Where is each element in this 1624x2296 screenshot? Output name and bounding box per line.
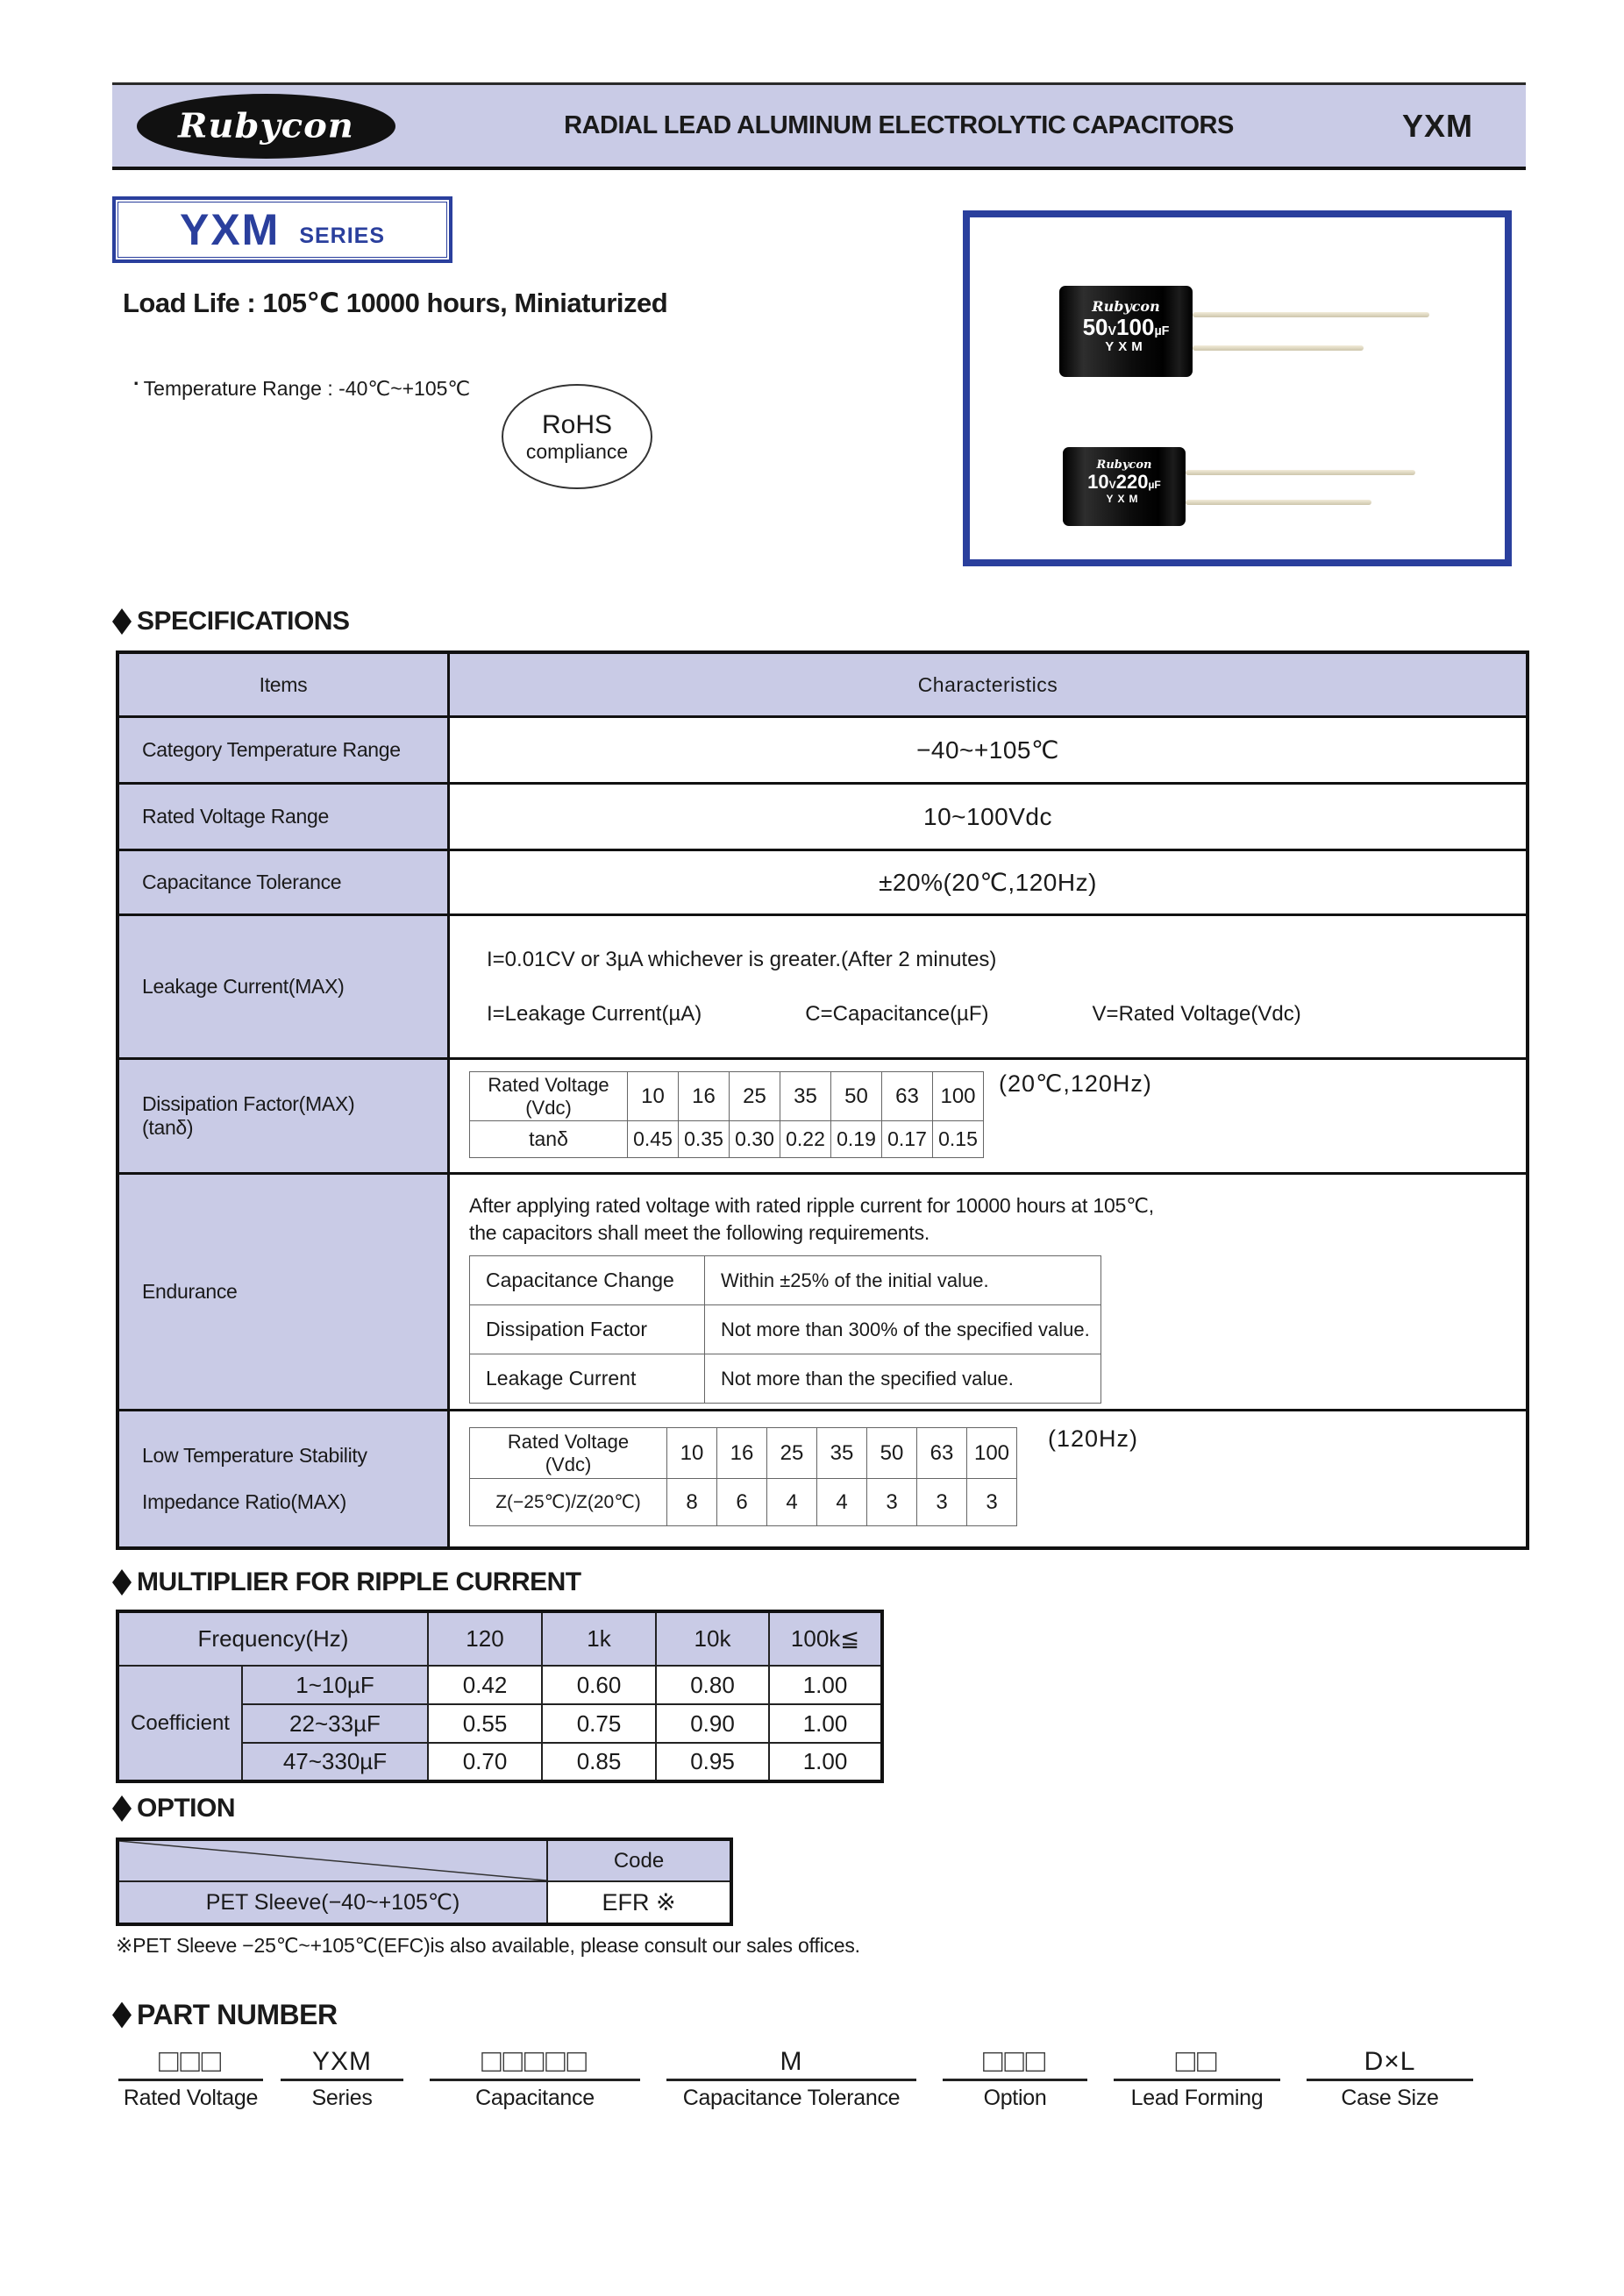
row-label: Capacitance Tolerance [119,851,450,913]
rohs-compliance-label: compliance [525,440,629,464]
tan-delta-value: 0.17 [882,1121,933,1158]
coefficient-value: 0.70 [428,1743,542,1781]
pn-label: Series [311,2086,373,2110]
coefficient-value: 1.00 [769,1666,882,1704]
cap-voltage: 50 [1082,314,1108,340]
capacitor-series: YXM [1105,339,1147,354]
spec-row-category-temp [119,715,1526,782]
leakage-formula: I=0.01CV or 3µA whichever is greater.(After 2 minutes) [487,948,997,971]
dissipation-table-header [470,1072,628,1121]
rohs-badge [502,384,652,489]
voltage-col: 35 [817,1428,867,1479]
voltage-col: 16 [717,1428,767,1479]
cap-range: 22~33µF [242,1704,428,1743]
impedance-ratio-value: 8 [667,1479,717,1526]
leakage-def-v: V=Rated Voltage(Vdc) [1092,1002,1301,1026]
dissipation-label-2: (tanδ) [142,1116,194,1139]
low-temp-table-header [470,1428,667,1479]
voltage-col: 10 [628,1072,679,1121]
voltage-col: 35 [780,1072,831,1121]
row-label [119,1060,450,1172]
diamond-icon [112,608,132,635]
hdr-line1: Rated Voltage [488,1074,609,1097]
row-label: Endurance [119,1175,450,1409]
cap-capacitance: 100 [1116,314,1155,340]
impedance-ratio-value: 3 [967,1479,1017,1526]
pn-label: Case Size [1341,2086,1439,2110]
low-temp-table [469,1427,1017,1526]
voltage-col: 50 [867,1428,917,1479]
dissipation-table [469,1071,984,1158]
dissipation-label-1: Dissipation Factor(MAX) [142,1092,355,1115]
diamond-icon [112,2002,132,2029]
option-diagonal-cell [118,1839,547,1881]
impedance-ratio-value: 4 [767,1479,817,1526]
tan-delta-value: 0.35 [679,1121,730,1158]
col-header-characteristics: Characteristics [450,654,1526,715]
hdr-line2: (Vdc) [545,1453,592,1475]
pn-label: Rated Voltage [123,2086,259,2110]
tan-delta-label: tanδ [470,1121,628,1158]
multiplier-heading [112,1567,581,1597]
part-number-heading-text: PART NUMBER [137,1999,338,2030]
voltage-col: 63 [917,1428,967,1479]
rohs-label: RoHS [541,409,613,439]
coefficient-value: 1.00 [769,1743,882,1781]
voltage-col: 10 [667,1428,717,1479]
low-temp-label-2: Impedance Ratio(MAX) [142,1490,347,1513]
coefficient-value: 0.85 [542,1743,656,1781]
low-temp-condition: (120Hz) [1048,1425,1139,1452]
endurance-item: Leakage Current [470,1354,705,1404]
spec-row-endurance [119,1172,1526,1409]
specifications-heading-text: SPECIFICATIONS [137,607,350,636]
row-label: Leakage Current(MAX) [119,916,450,1057]
capacitor-lead [1193,312,1429,317]
frequency-col: 1k [542,1611,656,1666]
cap-capacitance-unit: µF [1148,479,1161,491]
tan-delta-value: 0.15 [933,1121,984,1158]
col-header-items: Items [119,654,450,715]
coefficient-value: 0.55 [428,1704,542,1743]
capacitor-lead [1186,470,1415,475]
voltage-col: 16 [679,1072,730,1121]
row-value: 10~100Vdc [450,785,1526,849]
dissipation-condition: (20℃,120Hz) [999,1070,1152,1097]
cap-capacitance: 220 [1115,471,1149,493]
pn-group-capacitance [430,2044,640,2111]
multiplier-heading-text: MULTIPLIER FOR RIPPLE CURRENT [137,1567,581,1596]
part-number-heading [112,1999,338,2031]
cap-range: 1~10µF [242,1666,428,1704]
page-title: RADIAL LEAD ALUMINUM ELECTROLYTIC CAPACITORS [564,111,1234,139]
option-row-code: EFR ※ [547,1881,731,1924]
specifications-table [116,650,1529,1550]
coefficient-label: Coefficient [118,1666,242,1781]
leakage-definitions [487,1002,1301,1027]
product-photo [963,210,1512,566]
pn-group-case-size [1307,2044,1473,2111]
voltage-col: 25 [730,1072,780,1121]
voltage-col: 63 [882,1072,933,1121]
coefficient-value: 1.00 [769,1704,882,1743]
row-value [450,1175,1526,1409]
capacitor-lead [1186,500,1371,505]
low-temp-label-1: Low Temperature Stability [142,1444,367,1467]
cap-range: 47~330µF [242,1743,428,1781]
tan-delta-value: 0.30 [730,1121,780,1158]
row-value [450,1060,1526,1172]
endurance-item: Dissipation Factor [470,1305,705,1354]
pn-label: Option [983,2086,1047,2110]
cap-voltage-unit: V [1108,479,1116,491]
impedance-ratio-value: 6 [717,1479,767,1526]
pn-group-rated-voltage [118,2044,263,2111]
voltage-col: 25 [767,1428,817,1479]
row-label: Rated Voltage Range [119,785,450,849]
impedance-ratio-label: Z(−25℃)/Z(20℃) [470,1479,667,1526]
voltage-col: 50 [831,1072,882,1121]
spec-row-low-temp [119,1409,1526,1546]
frequency-col: 100k≦ [769,1611,882,1666]
capacitor-series: YXM [1106,493,1143,505]
impedance-ratio-value: 3 [867,1479,917,1526]
endurance-intro-1: After applying rated voltage with rated ripple current for 10000 hours at 105℃, [469,1194,1154,1217]
spec-row-dissipation [119,1057,1526,1172]
tan-delta-value: 0.45 [628,1121,679,1158]
impedance-ratio-value: 3 [917,1479,967,1526]
endurance-table [469,1255,1101,1404]
tan-delta-value: 0.22 [780,1121,831,1158]
coefficient-value: 0.75 [542,1704,656,1743]
pn-value: □□□ [118,2044,263,2081]
pn-group-series [281,2044,403,2111]
pn-value: M [666,2044,916,2081]
row-label: Category Temperature Range [119,718,450,782]
capacitor-large [1059,286,1193,377]
diamond-icon [112,1795,132,1822]
pn-value: □□□□□ [430,2044,640,2081]
leakage-def-i: I=Leakage Current(µA) [487,1002,702,1026]
coefficient-value: 0.60 [542,1666,656,1704]
coefficient-value: 0.95 [656,1743,769,1781]
cap-voltage-unit: V [1108,324,1117,338]
row-value [450,1411,1526,1546]
capacitor-small [1063,447,1186,526]
coefficient-value: 0.90 [656,1704,769,1743]
frequency-header: Frequency(Hz) [118,1611,428,1666]
endurance-intro-2: the capacitors shall meet the following requirements. [469,1221,930,1245]
capacitor-brand: Rubycon [1092,298,1160,315]
capacitor-lead [1193,345,1364,351]
voltage-col: 100 [967,1428,1017,1479]
logo-text: Rubycon [178,106,354,146]
spec-row-rated-voltage [119,782,1526,849]
endurance-requirement: Within ±25% of the initial value. [705,1256,1101,1305]
endurance-item: Capacitance Change [470,1256,705,1305]
row-label [119,1411,450,1546]
option-table [116,1838,733,1926]
pn-value: YXM [281,2044,403,2081]
pn-value: D×L [1307,2044,1473,2081]
pn-label: Lead Forming [1130,2086,1264,2110]
endurance-requirement: Not more than the specified value. [705,1354,1101,1404]
coefficient-value: 0.42 [428,1666,542,1704]
series-code-header: YXM [1401,107,1473,144]
diamond-icon [112,1569,132,1596]
pn-value: □□ [1114,2044,1280,2081]
capacitor-rating [1083,316,1170,338]
spec-header-row [119,654,1526,715]
temperature-range-note: · Temperature Range : -40℃~+105℃ [133,377,470,401]
rubycon-logo [137,94,395,159]
row-value: −40~+105℃ [450,718,1526,782]
row-value [450,916,1526,1057]
frequency-col: 120 [428,1611,542,1666]
specifications-heading [112,607,349,636]
option-heading [112,1794,235,1823]
series-banner [112,196,452,263]
cap-voltage: 10 [1087,471,1109,493]
series-suffix: SERIES [299,223,386,248]
pn-value: □□□ [943,2044,1087,2081]
voltage-col: 100 [933,1072,984,1121]
diagonal-line [119,1841,546,1880]
pn-group-lead-forming [1114,2044,1280,2111]
load-life-statement: Load Life : 105℃ 10000 hours, Miniaturized [123,288,668,318]
pn-label: Capacitance [475,2086,595,2110]
hdr-line2: (Vdc) [525,1096,572,1119]
option-row-label: PET Sleeve(−40~+105℃) [118,1881,547,1924]
tan-delta-value: 0.19 [831,1121,882,1158]
pn-group-option [943,2044,1087,2111]
hdr-line1: Rated Voltage [507,1431,630,1454]
coefficient-value: 0.80 [656,1666,769,1704]
capacitor-rating [1087,473,1161,492]
series-name: YXM [179,205,281,254]
multiplier-table [116,1610,884,1783]
header-band [112,82,1526,170]
spec-row-cap-tolerance [119,849,1526,913]
cap-capacitance-unit: µF [1154,324,1170,338]
option-code-header: Code [547,1839,731,1881]
endurance-requirement: Not more than 300% of the specified value. [705,1305,1101,1354]
frequency-col: 10k [656,1611,769,1666]
leakage-def-c: C=Capacitance(µF) [805,1002,989,1026]
option-footnote: ※PET Sleeve −25℃~+105℃(EFC)is also available, please consult our sales offices. [116,1934,860,1957]
row-value: ±20%(20℃,120Hz) [450,851,1526,913]
spec-row-leakage [119,913,1526,1057]
pn-label: Capacitance Tolerance [682,2086,901,2110]
pn-group-cap-tolerance [666,2044,916,2111]
capacitor-brand: Rubycon [1096,458,1152,472]
impedance-ratio-value: 4 [817,1479,867,1526]
option-heading-text: OPTION [137,1794,236,1823]
